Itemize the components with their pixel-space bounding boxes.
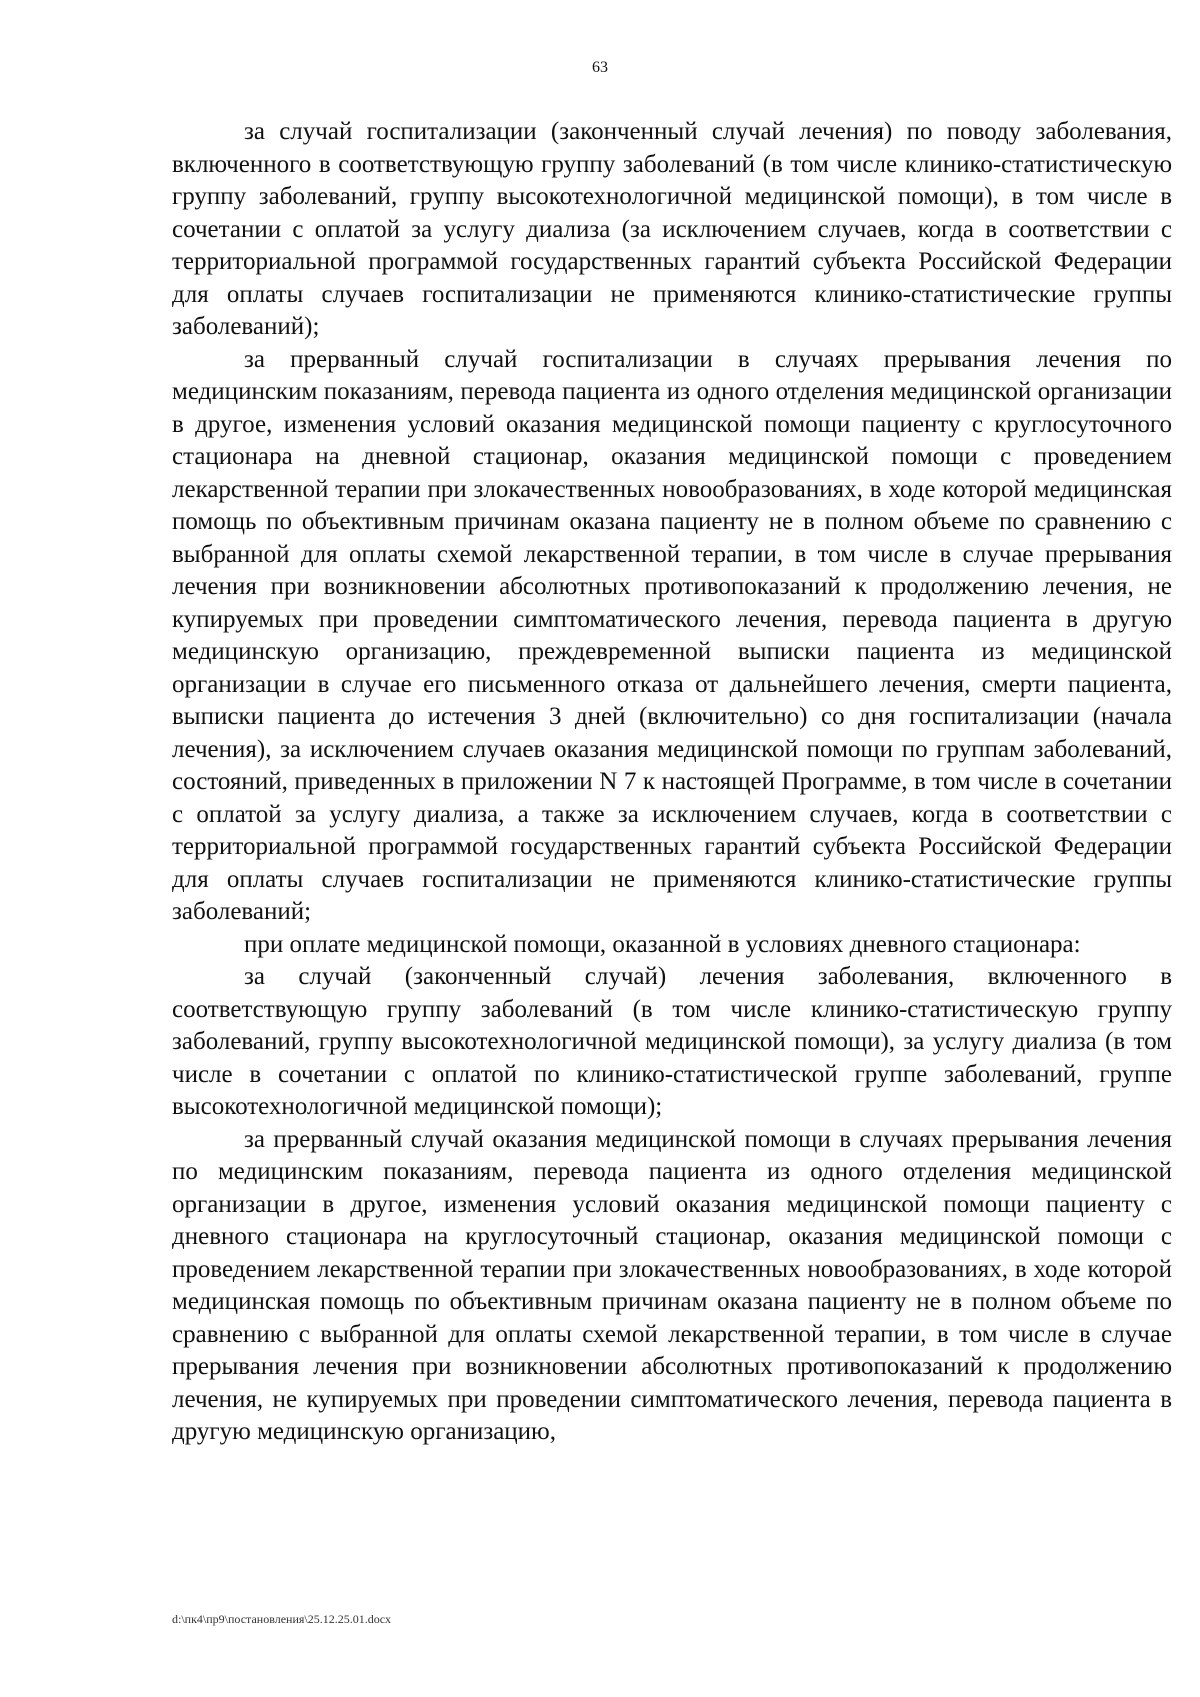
document-body: [172, 116, 1172, 1449]
page-number: 63: [592, 59, 608, 76]
paragraph-hospitalization-case: за случай госпитализации (законченный случай лечения) по поводу заболевания, включенного в соответствующую группу заболеваний (в том числе клинико-статистическую группу заболеваний, группу высокотехнологичной медицинской помощи), в том числе в сочетании с оплатой за услугу диализа (за исключением случаев, когда в соответствии с территориальной программой государственных гарантий субъекта Российской Федерации для оплаты случаев госпитализации не применяются клинико-статистические группы заболеваний);: [172, 118, 1172, 340]
paragraph-interrupted-day-hospital-case: за прерванный случай оказания медицинской помощи в случаях прерывания лечения по медицинским показаниям, перевода пациента из одного отделения медицинской организации в другое, изменения условий оказания медицинской помощи пациенту с дневного стационара на круглосуточный стационар, оказания медицинской помощи с проведением лекарственной терапии при злокачественных новообразованиях, в ходе которой медицинская помощь по объективным причинам оказана пациенту не в полном объеме по сравнению с выбранной для оплаты схемой лекарственной терапии, в том числе в случае прерывания лечения при возникновении абсолютных противопоказаний к продолжению лечения, не купируемых при проведении симптоматического лечения, перевода пациента в другую медицинскую организацию,: [172, 1125, 1172, 1445]
footer-file-path: d:\пк4\пр9\постановления\25.12.25.01.docx: [172, 1612, 392, 1626]
paragraph-interrupted-hospitalization: за прерванный случай госпитализации в случаях прерывания лечения по медицинским показаниям, перевода пациента из одного отделения медицинской организации в другое, изменения условий оказания медицинской помощи пациенту с круглосуточного стационара на дневной стационар, оказания медицинской помощи с проведением лекарственной терапии при злокачественных новообразованиях, в ходе которой медицинская помощь по объективным причинам оказана пациенту не в полном объеме по сравнению с выбранной для оплаты схемой лекарственной терапии, в том числе в случае прерывания лечения при возникновении абсолютных противопоказаний к продолжению лечения, не купируемых при проведении симптоматического лечения, перевода пациента в другую медицинскую организацию, преждевременной выписки пациента из медицинской организации в случае его письменного отказа от дальнейшего лечения, смерти пациента, выписки пациента до истечения 3 дней (включительно) со дня госпитализации (начала лечения), за исключением случаев оказания медицинской помощи по группам заболеваний, состояний, приведенных в приложении N 7 к настоящей Программе, в том числе в сочетании с оплатой за услугу диализа, а также за исключением случаев, когда в соответствии с территориальной программой государственных гарантий субъекта Российской Федерации для оплаты случаев госпитализации не применяются клинико-статистические группы заболеваний;: [172, 345, 1172, 925]
paragraph-day-hospital-case: за случай (законченный случай) лечения заболевания, включенного в соответствующую группу заболеваний (в том числе клинико-статистическую группу заболеваний, группу высокотехнологичной медицинской помощи), за услугу диализа (в том числе в сочетании с оплатой по клинико-статистической группе заболеваний, группе высокотехнологичной медицинской помощи);: [172, 963, 1172, 1120]
paragraph-day-hospital-payment: при оплате медицинской помощи, оказанной в условиях дневного стационара:: [244, 930, 1081, 958]
